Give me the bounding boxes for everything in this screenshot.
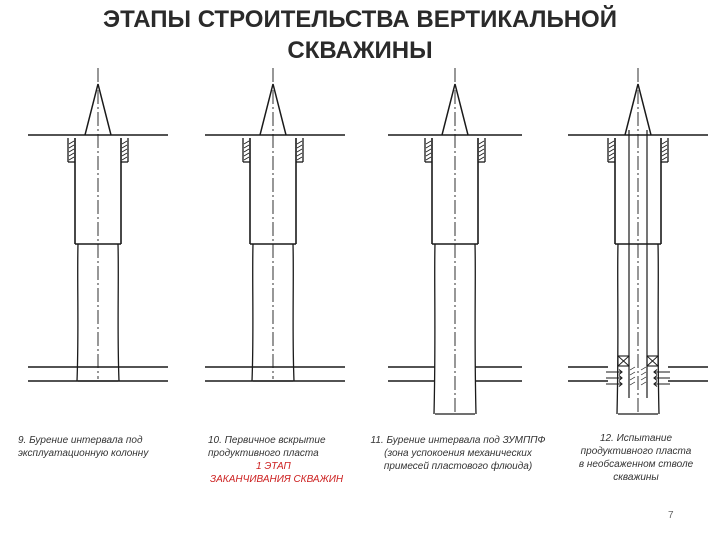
well-schematic-3: [388, 68, 522, 414]
inflow-arrow-right: [654, 376, 670, 381]
cement-hatch-left: [244, 145, 249, 148]
stage-11-line-2: (зона успокоения механических: [384, 448, 532, 459]
test-interval-hatch: [630, 382, 635, 385]
stage-10-line-2: продуктивного пласта: [208, 448, 319, 459]
cement-hatch-left: [609, 141, 614, 144]
stage-12-line-3: в необсаженном стволе: [578, 459, 694, 470]
cement-hatch-right: [662, 157, 667, 160]
stage-12-line-2: продуктивного пласта: [580, 446, 692, 457]
stage-12-line-4: скважины: [613, 472, 659, 483]
cement-hatch-left: [609, 149, 614, 152]
borehole-wall-right: [293, 244, 294, 381]
cement-hatch-right: [297, 157, 302, 160]
page-number: 7: [668, 510, 674, 521]
stage-9-caption: [18, 434, 178, 460]
cement-hatch-left: [426, 149, 431, 152]
cement-hatch-left: [69, 153, 74, 156]
cement-hatch-right: [479, 157, 484, 160]
borehole-wall-right: [118, 244, 119, 381]
stage-9-line-1: 9. Бурение интервала под: [18, 435, 143, 446]
cement-hatch-right: [122, 153, 127, 156]
cement-hatch-left: [69, 157, 74, 160]
inflow-arrow-right: [654, 382, 670, 387]
cement-hatch-right: [297, 141, 302, 144]
cement-hatch-right: [297, 145, 302, 148]
cement-hatch-left: [426, 157, 431, 160]
cement-hatch-left: [244, 141, 249, 144]
test-interval-hatch: [641, 377, 646, 380]
cement-hatch-right: [122, 149, 127, 152]
borehole-wall-left: [617, 244, 618, 414]
cement-hatch-right: [297, 149, 302, 152]
stage-10-line-1: 10. Первичное вскрытие: [208, 435, 326, 446]
stage-11-line-3: примесей пластового флюида): [383, 461, 533, 472]
cement-hatch-left: [426, 145, 431, 148]
cement-hatch-right: [122, 145, 127, 148]
inflow-arrow-left: [606, 382, 622, 387]
cement-hatch-left: [609, 145, 614, 148]
test-interval-hatch: [630, 372, 635, 375]
stage-9-line-2: эксплуатационную колонну: [18, 448, 149, 459]
cement-hatch-left: [609, 153, 614, 156]
test-interval-hatch: [641, 382, 646, 385]
cement-hatch-left: [69, 149, 74, 152]
cement-hatch-right: [479, 145, 484, 148]
borehole-wall-left: [77, 244, 78, 381]
inflow-arrow-left: [606, 370, 622, 375]
cement-hatch-left: [244, 157, 249, 160]
stage-12-caption: [566, 432, 706, 484]
cement-hatch-left: [426, 153, 431, 156]
test-interval-hatch: [630, 377, 635, 380]
cement-hatch-right: [297, 153, 302, 156]
inflow-arrow-right: [654, 370, 670, 375]
stage-10-highlight-1: 1 ЭТАП: [256, 461, 291, 472]
stage-10-caption: [208, 434, 358, 486]
cement-hatch-left: [426, 141, 431, 144]
well-schematic-1: [28, 68, 168, 381]
cement-hatch-left: [609, 157, 614, 160]
stage-10-highlight-2: ЗАКАНЧИВАНИЯ СКВАЖИН: [210, 474, 344, 485]
cement-hatch-right: [479, 153, 484, 156]
test-interval-hatch: [641, 372, 646, 375]
borehole-wall-right: [658, 244, 659, 414]
cement-hatch-left: [244, 149, 249, 152]
well-schematic-4: [568, 68, 708, 414]
inflow-arrow-left: [606, 376, 622, 381]
cement-hatch-right: [479, 141, 484, 144]
cement-hatch-right: [122, 141, 127, 144]
test-interval-hatch: [641, 367, 646, 370]
cement-hatch-right: [122, 157, 127, 160]
stage-11-caption: [358, 434, 558, 473]
cement-hatch-left: [244, 153, 249, 156]
title-line-1: ЭТАПЫ СТРОИТЕЛЬСТВА ВЕРТИКАЛЬНОЙ: [103, 6, 617, 33]
cement-hatch-right: [662, 153, 667, 156]
stage-12-line-1: 12. Испытание: [599, 433, 673, 444]
borehole-wall-left: [252, 244, 253, 381]
cement-hatch-left: [69, 141, 74, 144]
cement-hatch-right: [479, 149, 484, 152]
cement-hatch-right: [662, 149, 667, 152]
borehole-wall-right: [475, 244, 476, 414]
title-line-2: СКВАЖИНЫ: [287, 37, 433, 64]
test-interval-hatch: [630, 367, 635, 370]
borehole-wall-left: [434, 244, 435, 414]
cement-hatch-right: [662, 145, 667, 148]
cement-hatch-left: [69, 145, 74, 148]
well-schematic-2: [205, 68, 345, 381]
stage-11-line-1: 11. Бурение интервала под ЗУМППФ: [370, 435, 546, 446]
cement-hatch-right: [662, 141, 667, 144]
